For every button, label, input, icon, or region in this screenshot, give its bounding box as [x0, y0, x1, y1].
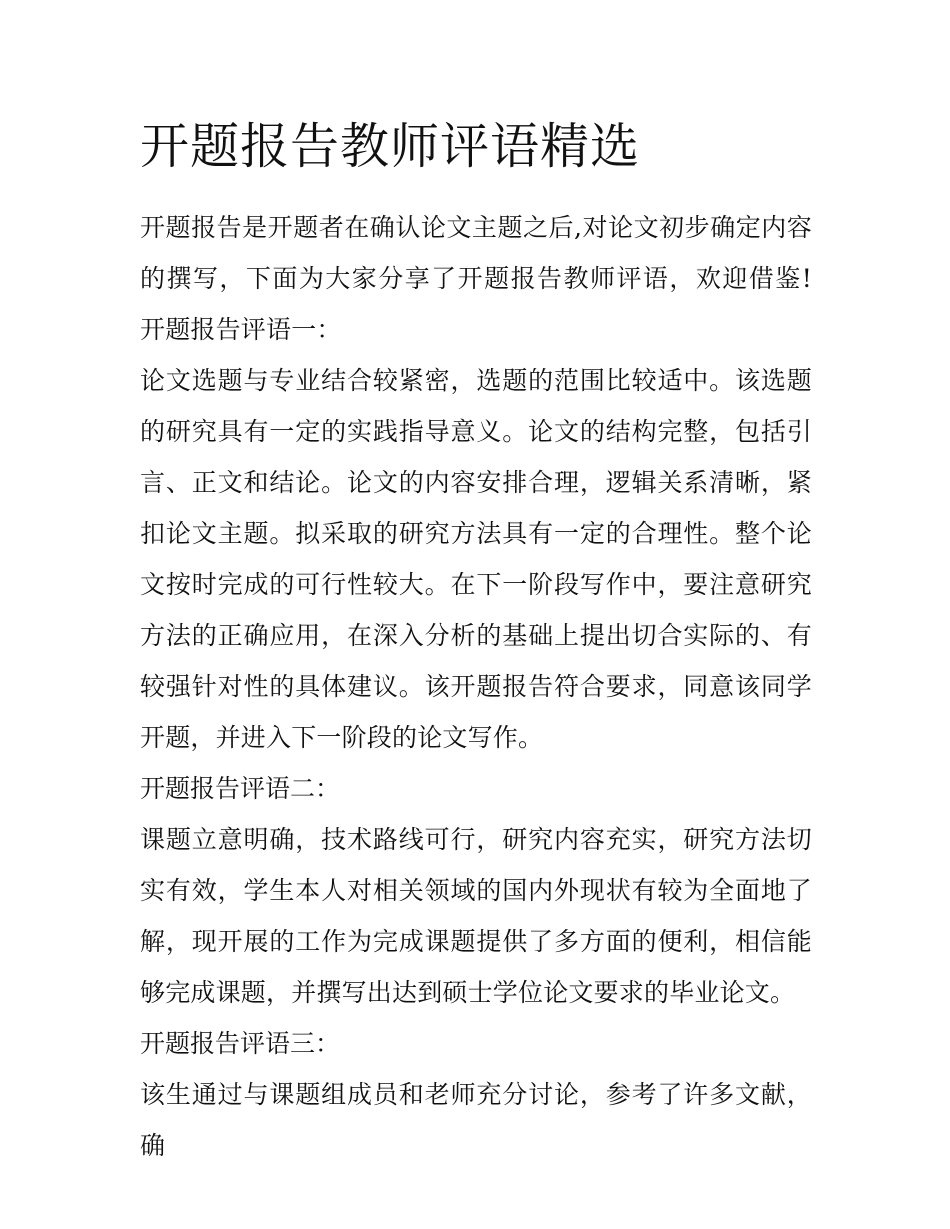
- document-page: [140, 112, 812, 1171]
- intro-paragraph: 开题报告是开题者在确认论文主题之后,对论文初步确定内容的撰写，下面为大家分享了开题报告教师评语，欢迎借鉴! 开题报告评语一：: [140, 213, 812, 344]
- comment-1-paragraph: 论文选题与专业结合较紧密，选题的范围比较适中。该选题的研究具有一定的实践指导意义。论文的结构完整，包括引言、正文和结论。论文的内容安排合理，逻辑关系清晰，紧扣论文主题。拟采取的研究方法具有一定的合理性。整个论文按时完成的可行性较大。在下一阶段写作中，要注意研究方法的正确应用，在深入分析的基础上提出切合实际的、有较强针对性的具体建议。该开题报告符合要求，同意该同学开题，并进入下一阶段的论文写作。: [140, 366, 812, 752]
- comment-3-paragraph: 该生通过与课题组成员和老师充分讨论，参考了许多文献，确: [140, 1080, 812, 1160]
- comment-3-heading: 开题报告评语三：: [140, 1029, 341, 1058]
- document-title: 开题报告教师评语精选: [140, 118, 641, 175]
- comment-2-paragraph: 课题立意明确，技术路线可行，研究内容充实，研究方法切实有效，学生本人对相关领域的国内外现状有较为全面地了解，现开展的工作为完成课题提供了多方面的便利，相信能够完成课题，并撰写出达到硕士学位论文要求的毕业论文。: [140, 825, 812, 1007]
- comment-2-heading: 开题报告评语二：: [140, 774, 341, 803]
